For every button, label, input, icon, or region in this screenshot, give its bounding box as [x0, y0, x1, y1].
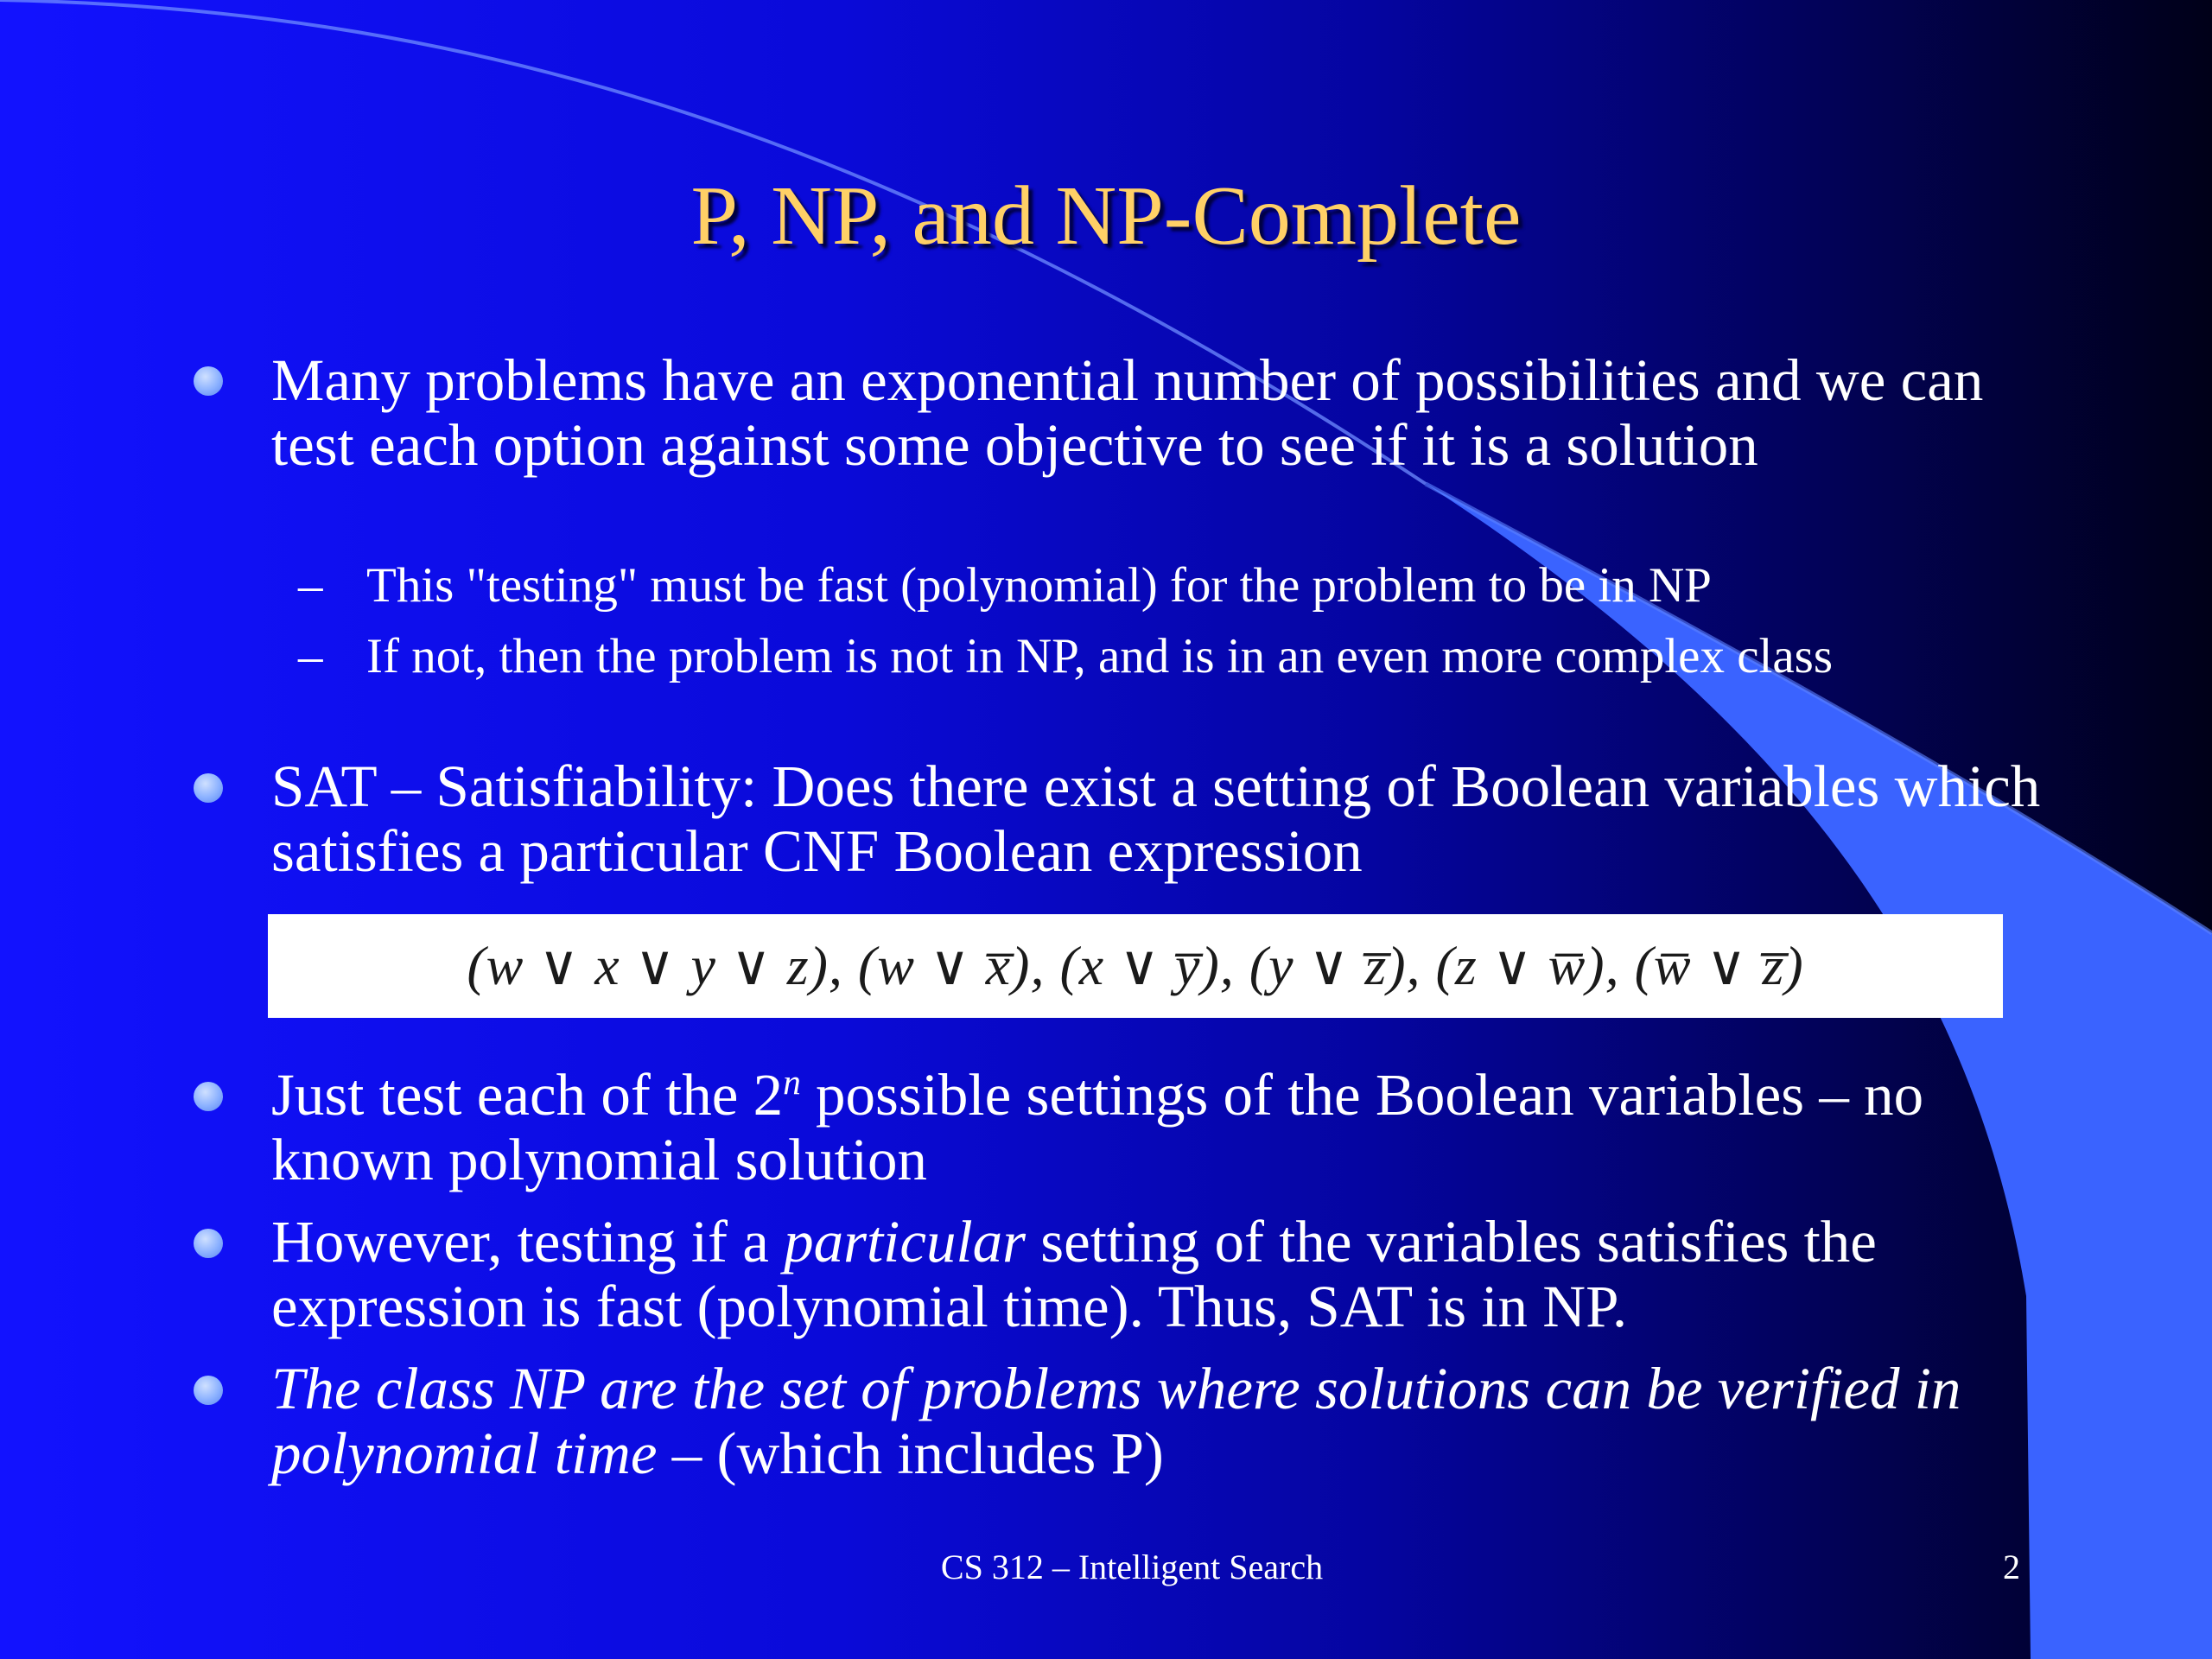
dash-icon: – [298, 558, 323, 613]
cnf-formula: (w ∨ x ∨ y ∨ z), (w ∨ x̅), (x ∨ y̅), (y ∨ z̅), (z ∨ w̅), (w̅ ∨ z̅) [467, 935, 1804, 996]
sub-bullet-1-text: This "testing" must be fast (polynomial) for the problem to be in NP [366, 558, 1712, 613]
bullet-dot-icon [194, 1082, 223, 1111]
bullet-dot-icon [194, 1376, 223, 1405]
bullet-1-text: Many problems have an exponential number of possibilities and we can test each option against some objective to see if it is a solution [271, 347, 1984, 478]
bullet-4-before: However, testing if a [271, 1209, 785, 1274]
bullet-dot-icon [194, 773, 223, 803]
slide-footer: CS 312 – Intelligent Search [940, 1548, 1324, 1586]
page-number: 2 [2003, 1548, 2020, 1586]
cnf-formula-box [268, 914, 2003, 1018]
bullet-4-text [271, 1210, 2069, 1339]
bullet-dot-icon [194, 1229, 223, 1258]
bullet-4-emphasis: particular [784, 1209, 1026, 1274]
slide-title: P, NP, and NP-Complete [690, 169, 1522, 263]
bullet-dot-icon [194, 366, 223, 396]
bullet-3-after: possible settings of the Boolean variables – no known polynomial solution [271, 1062, 1924, 1192]
sub-bullet-2-text: If not, then the problem is not in NP, and is in an even more complex class [366, 629, 1834, 683]
dash-icon: – [298, 629, 323, 683]
bullet-2-text: SAT – Satisfiability: Does there exist a setting of Boolean variables which satisfies a particular CNF Boolean expression [271, 753, 2041, 884]
bullet-5-rest: – (which includes P) [657, 1421, 1164, 1486]
bullet-5-italic: The class NP are the set of problems where solutions can be verified in polynomial time [271, 1356, 1961, 1486]
bullet-5-text [271, 1357, 2069, 1486]
bullet-3-text [271, 1063, 2069, 1192]
bullet-3-before: Just test each of the 2 [271, 1062, 784, 1128]
bullet-3-superscript: n [783, 1062, 801, 1102]
bullet-4-after: setting of the variables satisfies the expression is fast (polynomial time). Thus, SAT is in NP. [271, 1209, 1877, 1339]
